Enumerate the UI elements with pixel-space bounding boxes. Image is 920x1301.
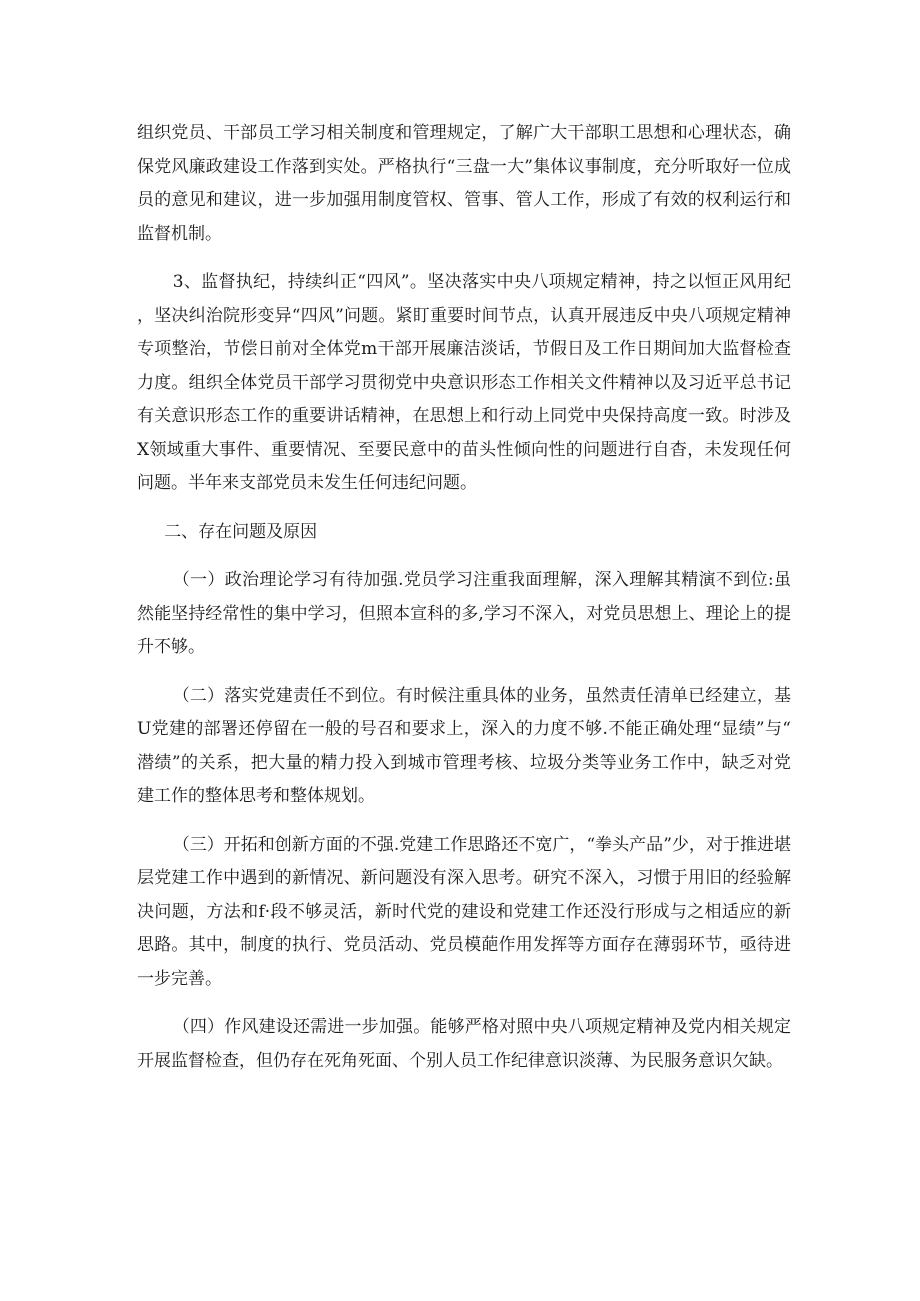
paragraph-continued: 组织党员、干部员工学习相关制度和管理规定，了解广大干部职工思想和心理状态，确保党风廉政建设工作落到实处。严格执行“三盘一大”集体议事制度，充分听取好一位成员的意见和建议，进一步加强用制度管权、管事、管人工作，形成了有效的权利运行和监督机制。 (137, 123, 791, 244)
section-heading-problems: 二、存在问题及原因 (164, 521, 318, 542)
paragraph-problem-1: （一）政治理论学习有待加强.党员学习注重我面理解，深入理解其精演不到位:虽然能坚持经常性的集中学习，但照本宣科的多,学习不深入，对党员思想上、理论上的提升不够。 (137, 570, 791, 657)
paragraph-problem-4: （四）作风建设还需进一步加强。能够严格对照中央八项规定精神及党内相关规定开展监督检查，但仍存在死角死面、个别人员工作纪律意识淡薄、为民服务意识欠缺。 (137, 1017, 791, 1071)
paragraph-problem-2: （二）落实党建责任不到位。有时候注重具体的业务，虽然责任清单已经建立，基U党建的部署还停留在一般的号召和要求上，深入的力度不够.不能正确处理“显绩”与“潜绩”的关系，把大量的精力投入到城市管理考核、垃圾分类等业务工作中，缺乏对党建工作的整体思考和整体规划。 (137, 685, 791, 806)
paragraph-supervision: 3、监督执纪，持续纠正“四风”。坚决落实中央八项规定精神，持之以恒正风用纪，坚决纠治院形变异“四风”问题。紧盯重要时间节点，认真开展违反中央八项规定精神专项整治，节偿日前对全体党m干部开展廉洁淡话，节假日及工作日期间加大监督检查力度。组织全体党员干部学习贯彻党中央意识形态工作相关文件精神以及习近平总书记有关意识形态工作的重要讲话精神，在思想上和行动上同党中央保持高度一致。时涉及X领域重大事件、重要情况、至要民意中的苗头性倾向性的问题进行自杳，未发现任何问题。半年来支部党员未发生任何违纪问题。 (137, 272, 791, 493)
paragraph-problem-3: （三）开拓和创新方面的不强.党建工作思路还不宽广，“拳头产品”少，对于推进堪层党建工作中遇到的新情况、新问题没有深入思考。研究不深入，习惯于用旧的经验解决问题，方法和f·段不够灵活，新时代党的建设和党建工作还没行形成与之相适应的新思路。其中，制度的执行、党员活动、党员模葩作用发挥等方面存在薄弱环节，亟待进一步完善。 (137, 834, 791, 989)
document-body (137, 117, 791, 1093)
